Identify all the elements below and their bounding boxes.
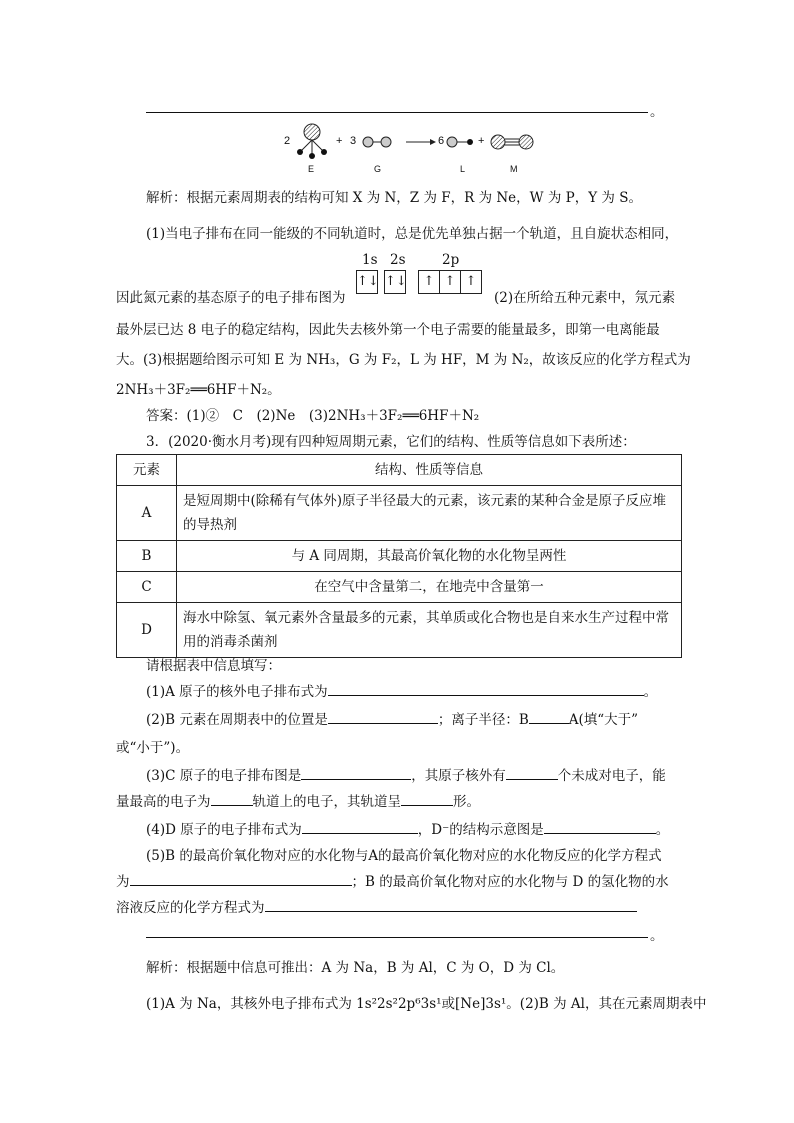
table-cell-element: D [117,603,177,658]
fill-prompt: 请根据表中信息填写： [146,658,281,674]
plus-1: + [336,135,343,147]
question-5-blank-3[interactable] [146,936,648,938]
orbital-label-2p: 2p [442,252,460,268]
table-header-row [117,455,682,486]
orbital-box-2s [384,270,406,294]
orbital-box-2p [418,270,482,294]
paragraph-3: 最外层已达 8 电子的稳定结构，因此失去核外第一个电子需要的能量最多，即第一电离能最 [116,322,660,338]
molecule-m-n2 [491,135,533,149]
coef-g: 3 [350,135,357,147]
table-row [117,572,682,603]
paragraph-2-pre: 因此氮元素的基态原子的电子排布图为 [116,290,346,306]
table-cell-element: C [117,572,177,603]
question-1-end: 。 [643,684,658,700]
question-5-line2-text: 为 [116,874,130,890]
question-3 [146,764,666,784]
question-3-line2-mid: 轨道上的电子，其轨道呈 [252,794,401,810]
orbital-2p-spin-1: ↑ [423,274,435,289]
question-3-blank-diagram[interactable] [301,778,411,780]
table-cell-info: 是短周期中(除稀有气体外)原子半径最大的元素，该元素的某种合金是原子反应堆的导热剂 [177,486,682,541]
orbital-label-2s: 2s [390,252,406,268]
paragraph-4: 大。(3)根据题给图示可知 E 为 NH₃，G 为 F₂，L 为 HF，M 为 N₂，故该反应的化学方程式为 [116,352,691,368]
question-4-blank-diagram[interactable] [544,832,656,834]
question-4-blank-config[interactable] [302,832,418,834]
question-5-blank-1[interactable] [130,884,352,886]
table-cell-info: 海水中除氢、氧元素外含量最多的元素，其单质或化合物也是自来水生产过程中常用的消毒杀菌剂 [177,603,682,658]
orbital-2p-spin-2: ↑ [444,274,456,289]
paragraph-2-post: (2)在所给五种元素中，氖元素 [494,290,676,306]
question-2-blank-position[interactable] [328,722,438,724]
label-l: L [460,164,466,174]
question-1-text: (1)A 原子的核外电子排布式为 [146,684,328,700]
question-5-line2-post: ；B 的最高价氧化物对应的水化物与 D 的氢化物的水 [351,874,669,890]
question-5-blank-2[interactable] [265,910,637,912]
question-3-blank-shape[interactable] [401,804,453,806]
question-1 [146,680,657,700]
table-row [117,541,682,572]
question-4-text: (4)D 原子的电子排布式为 [146,822,302,838]
question-2-line2: 或“小于”)。 [116,740,190,756]
molecule-l-hf [447,137,473,147]
table-cell-element: B [117,541,177,572]
question-4-mid: ，D⁻的结构示意图是 [417,822,544,838]
label-m: M [510,164,518,174]
question-5-line3-text: 溶液反应的化学方程式为 [116,900,265,916]
plus-2: + [478,135,485,147]
question-2-post: A(填“大于” [568,712,639,728]
question-5-line3 [116,896,637,916]
question-5-line2 [116,870,669,890]
top-answer-blank [146,111,648,113]
question-4-end: 。 [655,822,670,838]
orbital-2s-spins: ↑↓ [385,274,407,289]
question-3-title: 3．(2020·衡水月考)现有四种短周期元素，它们的结构、性质等信息如下表所述： [146,434,636,450]
orbital-1s-spins: ↑↓ [357,274,379,289]
table-header-info: 结构、性质等信息 [177,455,682,486]
top-period: 。 [650,104,664,120]
orbital-diagram [356,254,492,298]
question-3-line2-post: 形。 [453,794,480,810]
paragraph-1: (1)当电子排布在同一能级的不同轨道时，总是优先单独占据一个轨道，且自旋状态相同， [146,226,679,242]
molecule-e-nh3 [297,124,327,159]
paragraph-5: 2NH₃＋3F₂══6HF＋N₂。 [116,382,281,398]
table-row [117,486,682,541]
orbital-2p-spin-3: ↑ [465,274,477,289]
reaction-diagram [280,122,560,178]
question-3-line2 [116,790,480,810]
question-3-mid: ，其原子核外有 [411,768,506,784]
molecule-g-f2 [363,137,391,147]
analysis-1: 解析：根据元素周期表的结构可知 X 为 N，Z 为 F，R 为 Ne，W 为 P，Y 为 S。 [146,190,642,206]
label-g: G [374,164,382,174]
element-info-table [116,454,682,658]
question-3-blank-orbital[interactable] [211,804,253,806]
question-2-blank-radius[interactable] [529,722,569,724]
question-2-text: (2)B 元素在周期表中的位置是 [146,712,328,728]
label-e: E [308,164,315,174]
table-cell-info: 与 A 同周期，其最高价氧化物的水化物呈两性 [177,541,682,572]
orbital-label-1s: 1s [362,252,378,268]
orbital-box-1s [356,270,378,294]
table-header-element: 元素 [117,455,177,486]
question-1-blank[interactable] [328,694,644,696]
table-cell-element: A [117,486,177,541]
reaction-molecules-svg [280,122,560,178]
question-5-line1: (5)B 的最高价氧化物对应的水化物与A的最高价氧化物对应的水化物反应的化学方程式 [146,848,662,864]
last-paragraph: (1)A 为 Na，其核外电子排布式为 1s²2s²2p⁶3s¹或[Ne]3s¹。(2)B 为 Al，其在元素周期表中 [146,996,707,1012]
analysis-2: 解析：根据题中信息可推出：A 为 Na，B 为 Al，C 为 O，D 为 Cl。 [146,960,565,976]
question-2-mid: ；离子半径：B [437,712,529,728]
table-row [117,603,682,658]
question-4 [146,818,669,838]
coef-e: 2 [284,135,291,147]
coef-l: 6 [438,135,445,147]
question-3-blank-unpaired[interactable] [506,778,558,780]
question-2 [146,708,638,728]
question-5-end: 。 [650,928,664,944]
question-3-post: 个未成对电子，能 [557,768,666,784]
question-3-line2-text: 量最高的电子为 [116,794,211,810]
answer-1: 答案：(1)② C (2)Ne (3)2NH₃＋3F₂══6HF＋N₂ [146,408,480,424]
table-cell-info: 在空气中含量第二，在地壳中含量第一 [177,572,682,603]
question-3-text: (3)C 原子的电子排布图是 [146,768,302,784]
